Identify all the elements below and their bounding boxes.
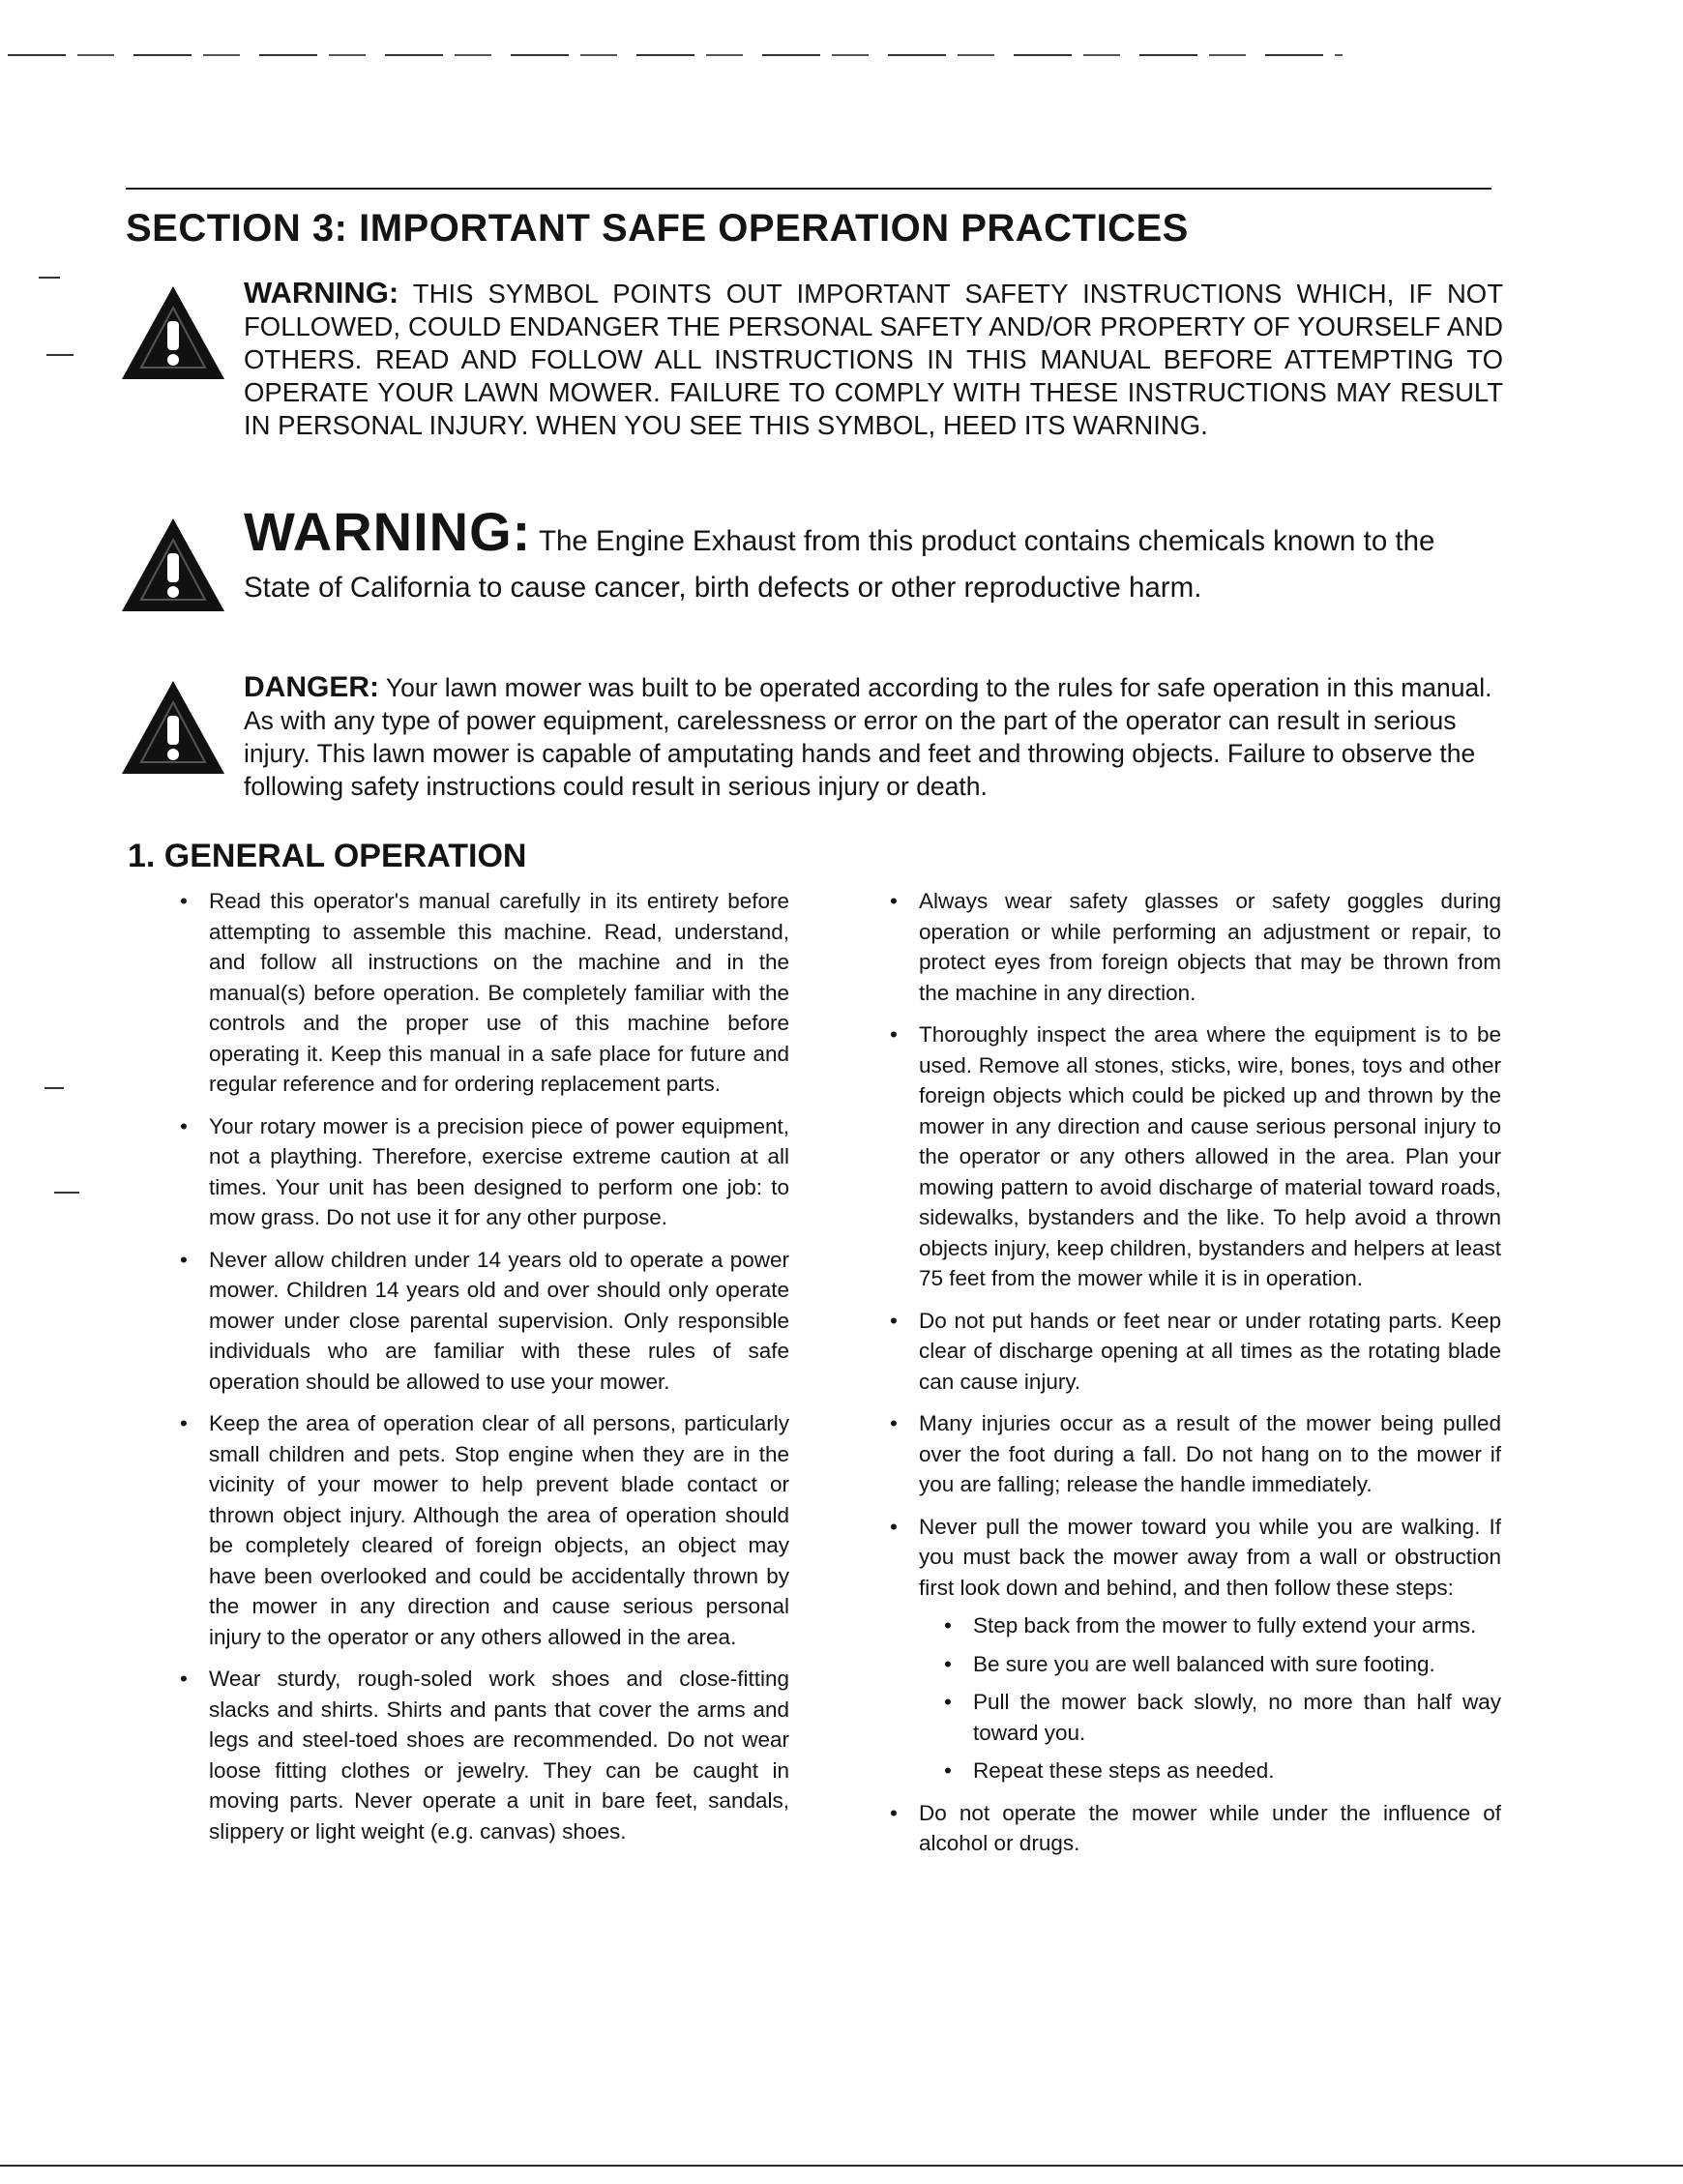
list-item	[890, 1408, 1501, 1500]
list-item	[890, 1798, 1501, 1859]
bullet: •	[180, 1247, 188, 1272]
scan-artifact-margin	[44, 1087, 64, 1089]
header-rule	[126, 188, 1491, 190]
list-item-text: Many injuries occur as a result of the mower being pulled over the foot during a fall. Do not hang on to the mower if you are falling; release the handle immediately.	[919, 1411, 1501, 1496]
list-item-text: Do not operate the mower while under the influence of alcohol or drugs.	[919, 1800, 1501, 1855]
step-text: Pull the mower back slowly, no more than half way toward you.	[973, 1690, 1501, 1745]
danger-label: DANGER:	[244, 671, 379, 703]
bullet: •	[944, 1758, 952, 1783]
list-item	[890, 1306, 1501, 1398]
backing-steps-list	[919, 1610, 1501, 1786]
warning-triangle-icon	[120, 516, 226, 613]
warning-text	[244, 501, 1503, 611]
list-item-text: Never allow children under 14 years old to operate a power mower. Children 14 years old and over should only operate mower under close parental supervision. Only responsible individuals who are familiar with these rules of safe operation should be allowed to use your mower.	[209, 1247, 789, 1394]
general-operation-left-column	[180, 886, 789, 1858]
list-item-text: Wear sturdy, rough-soled work shoes and close-fitting slacks and shirts. Shirts and pants that cover the arms and legs and steel-toed shoes are recommended. Do not wear loose fitting clothes or jewelry. They can be caught in moving parts. Never operate a unit in bare feet, sandals, slippery or light weight (e.g. canvas) shoes.	[209, 1667, 789, 1844]
list-item	[890, 1019, 1501, 1294]
step-text: Repeat these steps as needed.	[973, 1758, 1275, 1783]
list-item-text: Your rotary mower is a precision piece of power equipment, not a plaything. Therefore, exercise extreme caution at all times. Your unit has been designed to perform one job: to mow grass. Do not use it for any other purpose.	[209, 1113, 789, 1229]
list-item	[890, 1512, 1501, 1786]
scan-artifact-top	[8, 54, 1343, 56]
list-item-text: Always wear safety glasses or safety goggles during operation or while performing an adjustment or repair, to protect eyes from foreign objects that may be thrown from the machine in any direction.	[919, 889, 1501, 1005]
bullet: •	[180, 1411, 188, 1435]
general-operation-right-column	[890, 886, 1501, 1871]
bullet: •	[890, 1514, 898, 1539]
bullet: •	[890, 1411, 898, 1435]
scan-artifact-margin	[46, 354, 74, 356]
danger-body: Your lawn mower was built to be operated according to the rules for safe operation in this manual. As with any type of power equipment, carelessness or error on the part of the operator can result in serious injury. This lawn mower is capable of amputating hands and feet and throwing objects. Failure to observe the following safety instructions could result in serious injury or death.	[244, 673, 1492, 801]
list-item-text: Read this operator's manual carefully in its entirety before attempting to assemble this machine. Read, understand, and follow all instructions on the machine and in the manual(s) before operation. Be completely familiar with the controls and the proper use of this machine before operating it. Keep this manual in a safe place for future and regular reference and for ordering replacement parts.	[209, 889, 789, 1096]
danger-text	[244, 671, 1503, 803]
step-text: Step back from the mower to fully extend your arms.	[973, 1613, 1477, 1638]
list-item	[180, 1111, 789, 1233]
scan-artifact-margin	[39, 277, 60, 279]
list-item	[890, 886, 1501, 1008]
step-item	[919, 1610, 1501, 1641]
list-item	[180, 886, 789, 1100]
list-item-text: Never pull the mower toward you while you are walking. If you must back the mower away from a wall or obstruction first look down and behind, and then follow these steps:	[919, 1514, 1501, 1600]
warning-text	[244, 277, 1503, 442]
warning-body: The Engine Exhaust from this product contains chemicals known to the State of California to cause cancer, birth defects or other reproductive harm.	[244, 525, 1435, 604]
bullet: •	[180, 1667, 188, 1691]
bullet: •	[944, 1613, 952, 1638]
section-title: SECTION 3: IMPORTANT SAFE OPERATION PRACTICES	[126, 207, 1189, 250]
general-operation-title: 1. GENERAL OPERATION	[128, 838, 527, 874]
bullet: •	[944, 1690, 952, 1714]
step-text: Be sure you are well balanced with sure footing.	[973, 1651, 1435, 1676]
warning-label: WARNING:	[244, 276, 399, 310]
bullet: •	[180, 889, 188, 913]
warning-body: THIS SYMBOL POINTS OUT IMPORTANT SAFETY INSTRUCTIONS WHICH, IF NOT FOLLOWED, COULD ENDANGER THE PERSONAL SAFETY AND/OR PROPERTY OF YOURSELF AND OTHERS. READ AND FOLLOW ALL INSTRUCTIONS IN THIS MANUAL BEFORE ATTEMPTING TO OPERATE YOUR LAWN MOWER. FAILURE TO COMPLY WITH THESE INSTRUCTIONS MAY RESULT IN PERSONAL INJURY. WHEN YOU SEE THIS SYMBOL, HEED ITS WARNING.	[244, 279, 1503, 440]
step-item	[919, 1649, 1501, 1680]
bullet: •	[890, 1308, 898, 1333]
bullet: •	[890, 1022, 898, 1047]
step-item	[919, 1756, 1501, 1786]
bullet: •	[890, 889, 898, 913]
list-item	[180, 1408, 789, 1652]
bullet: •	[944, 1651, 952, 1676]
danger-triangle-icon	[120, 679, 226, 776]
footer-rule	[0, 2165, 1683, 2167]
list-item-text: Keep the area of operation clear of all persons, particularly small children and pets. Stop engine when they are in the vicinity of your mower to help prevent blade contact or thrown object injury. Although the area of operation should be completely cleared of foreign objects, an object may have been overlooked and could be accidentally thrown by the mower in any direction and cause serious personal injury to the operator or any others allowed in the area.	[209, 1411, 789, 1649]
bullet: •	[890, 1800, 898, 1825]
warning-triangle-icon	[120, 284, 226, 381]
warning-label: WARNING:	[244, 501, 532, 562]
list-item-text: Do not put hands or feet near or under rotating parts. Keep clear of discharge opening at all times as the rotating blade can cause injury.	[919, 1308, 1501, 1394]
list-item	[180, 1245, 789, 1398]
list-item	[180, 1664, 789, 1846]
bullet: •	[180, 1113, 188, 1138]
list-item-text: Thoroughly inspect the area where the equipment is to be used. Remove all stones, sticks, wire, bones, toys and other foreign objects which could be picked up and thrown by the mower in any direction and cause serious personal injury to the operator or any others allowed in the area. Plan your mowing pattern to avoid discharge of material toward roads, sidewalks, bystanders and the like. To help avoid a thrown objects injury, keep children, bystanders and helpers at least 75 feet from the mower while it is in operation.	[919, 1022, 1501, 1290]
scan-artifact-margin	[54, 1192, 79, 1194]
step-item	[919, 1687, 1501, 1748]
